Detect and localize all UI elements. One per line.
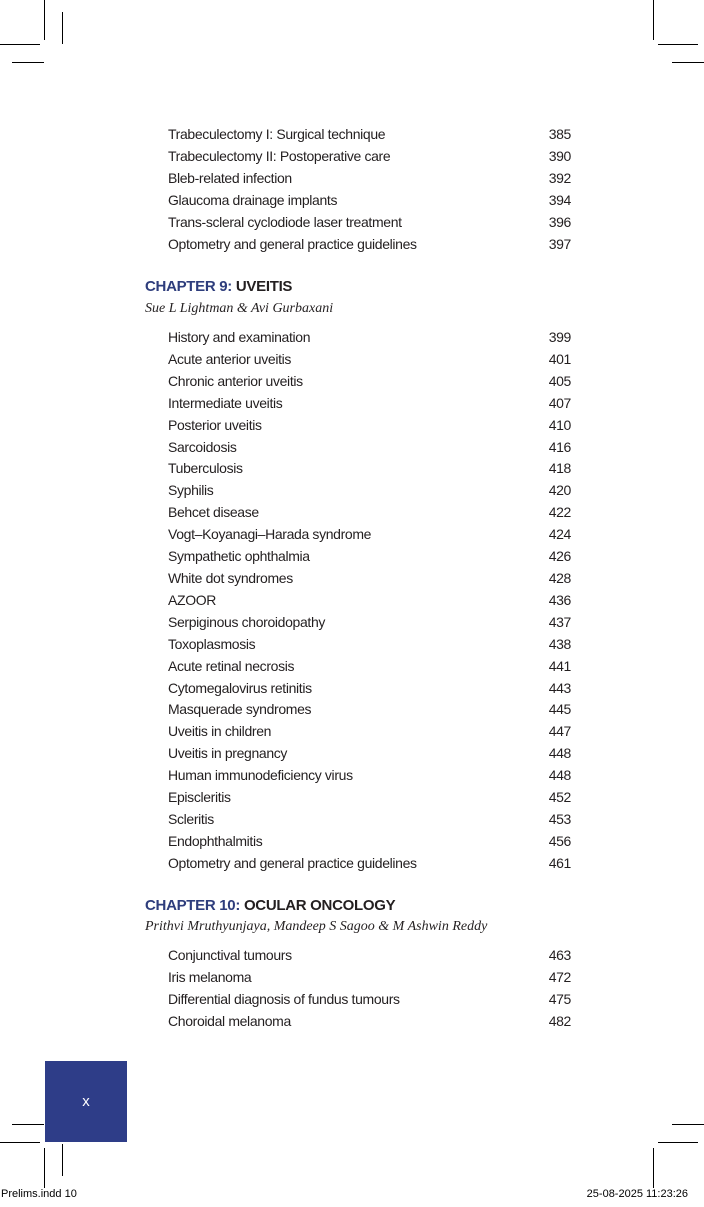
- toc-entry-page: 438: [548, 635, 571, 652]
- toc-entry[interactable]: [168, 743, 571, 765]
- toc-entry-title: Conjunctival tumours: [168, 947, 292, 963]
- slug-file: Prelims.indd 10: [1, 1188, 77, 1200]
- toc-entry-title: Tuberculosis: [168, 460, 243, 477]
- crop-mark: [672, 1124, 704, 1125]
- toc-entry[interactable]: [168, 168, 571, 190]
- toc-entry-title: Trabeculectomy II: Postoperative care: [168, 147, 391, 164]
- toc-entry-page: 443: [548, 679, 571, 696]
- toc-entry-page: 461: [548, 854, 571, 871]
- toc-entry-page: 482: [548, 1012, 571, 1029]
- toc-list-chapter-9: [168, 327, 571, 875]
- toc-entry-page: 445: [548, 701, 571, 718]
- toc-entry-page: 420: [548, 482, 571, 499]
- toc-entry-title: Serpiginous choroidopathy: [168, 613, 326, 630]
- toc-entry-title: Optometry and general practice guidelines: [168, 854, 417, 871]
- toc-entry-page: 405: [548, 372, 571, 389]
- toc-entry[interactable]: [168, 190, 571, 212]
- toc-entry-page: 397: [548, 235, 571, 252]
- chapter-heading-9: [145, 278, 292, 295]
- toc-entry-title: Syphilis: [168, 482, 214, 499]
- toc-entry[interactable]: [168, 234, 571, 256]
- toc-entry-page: 385: [548, 126, 571, 142]
- toc-entry-page: 396: [548, 213, 571, 230]
- toc-entry-title: Acute retinal necrosis: [168, 657, 295, 674]
- toc-entry[interactable]: [168, 945, 571, 967]
- toc-entry[interactable]: [168, 546, 571, 568]
- toc-entry[interactable]: [168, 967, 571, 989]
- crop-mark: [653, 0, 654, 40]
- chapter-number: CHAPTER 9:: [145, 278, 233, 295]
- toc-entry[interactable]: [168, 853, 571, 875]
- toc-entry-title: Optometry and general practice guidelines: [168, 235, 417, 252]
- toc-entry-title: Behcet disease: [168, 504, 259, 521]
- toc-entry-title: Episcleritis: [168, 789, 231, 806]
- toc-entry-page: 453: [548, 810, 571, 827]
- toc-entry-page: 426: [548, 548, 571, 565]
- toc-entry[interactable]: [168, 831, 571, 853]
- toc-entry[interactable]: [168, 656, 571, 678]
- crop-mark: [62, 12, 63, 44]
- toc-entry-title: Sarcoidosis: [168, 438, 237, 455]
- toc-entry-title: Trabeculectomy I: Surgical technique: [168, 126, 386, 142]
- toc-entry[interactable]: [168, 146, 571, 168]
- toc-entry[interactable]: [168, 787, 571, 809]
- toc-entry-title: Acute anterior uveitis: [168, 350, 292, 367]
- crop-mark: [44, 1148, 45, 1188]
- toc-entry-title: Differential diagnosis of fundus tumours: [168, 990, 400, 1007]
- toc-entry-page: 394: [548, 191, 571, 208]
- chapter-number: CHAPTER 10:: [145, 897, 241, 914]
- toc-entry-title: Uveitis in pregnancy: [168, 745, 288, 762]
- toc-entry-title: Choroidal melanoma: [168, 1012, 291, 1029]
- toc-entry-page: 410: [548, 416, 571, 433]
- toc-entry[interactable]: [168, 437, 571, 459]
- page-number: x: [82, 1093, 90, 1110]
- toc-entry-title: Toxoplasmosis: [168, 635, 256, 652]
- toc-list-chapter-10: [168, 945, 571, 1033]
- toc-entry-title: Cytomegalovirus retinitis: [168, 679, 312, 696]
- toc-entry-title: Trans-scleral cyclodiode laser treatment: [168, 213, 402, 230]
- crop-mark: [62, 1144, 63, 1176]
- toc-entry[interactable]: [168, 612, 571, 634]
- toc-entry-title: AZOOR: [168, 591, 217, 608]
- toc-entry[interactable]: [168, 371, 571, 393]
- toc-entry[interactable]: [168, 721, 571, 743]
- toc-entry-page: 448: [548, 767, 571, 784]
- toc-entry[interactable]: [168, 989, 571, 1011]
- crop-mark: [658, 44, 698, 45]
- toc-entry[interactable]: [168, 524, 571, 546]
- toc-entry-page: 407: [548, 394, 571, 411]
- crop-mark: [12, 1124, 44, 1125]
- chapter-authors: Prithvi Mruthyunjaya, Mandeep S Sagoo & M Ashwin Reddy: [145, 919, 488, 934]
- toc-entry-page: 416: [548, 438, 571, 455]
- chapter-heading-10: [145, 897, 395, 914]
- toc-list-previous-chapter: [168, 124, 571, 255]
- toc-entry-title: Bleb-related infection: [168, 169, 292, 186]
- toc-entry-title: Posterior uveitis: [168, 416, 262, 433]
- chapter-name: UVEITIS: [235, 278, 293, 295]
- toc-entry-title: Glaucoma drainage implants: [168, 191, 338, 208]
- slug-timestamp: 25-08-2025 11:23:26: [586, 1188, 688, 1200]
- toc-entry-title: Human immunodeficiency virus: [168, 767, 353, 784]
- crop-mark: [653, 1148, 654, 1188]
- toc-entry[interactable]: [168, 634, 571, 656]
- toc-entry[interactable]: [168, 765, 571, 787]
- toc-entry-page: 392: [548, 169, 571, 186]
- toc-entry-page: 418: [548, 460, 571, 477]
- toc-entry[interactable]: [168, 212, 571, 234]
- toc-entry-title: Sympathetic ophthalmia: [168, 548, 310, 565]
- toc-entry-title: Endophthalmitis: [168, 832, 263, 849]
- toc-entry[interactable]: [168, 393, 571, 415]
- toc-entry-page: 401: [548, 350, 571, 367]
- crop-mark: [658, 1142, 698, 1143]
- crop-mark: [0, 1142, 40, 1143]
- toc-entry[interactable]: [168, 809, 571, 831]
- toc-entry[interactable]: [168, 678, 571, 700]
- toc-entry-page: 475: [548, 990, 571, 1007]
- page-number-tab: [45, 1061, 127, 1142]
- crop-mark: [672, 62, 704, 63]
- toc-entry-page: 422: [548, 504, 571, 521]
- toc-entry-title: Uveitis in children: [168, 723, 272, 740]
- toc-entry-page: 437: [548, 613, 571, 630]
- toc-entry-title: Chronic anterior uveitis: [168, 372, 303, 389]
- chapter-name: OCULAR ONCOLOGY: [243, 897, 396, 914]
- toc-entry-title: Scleritis: [168, 810, 214, 827]
- toc-entry[interactable]: [168, 327, 571, 349]
- toc-entry-title: Masquerade syndromes: [168, 701, 312, 718]
- toc-entry-page: 472: [548, 968, 571, 985]
- toc-entry[interactable]: [168, 590, 571, 612]
- toc-entry-title: White dot syndromes: [168, 569, 293, 586]
- toc-entry-page: 424: [548, 526, 571, 543]
- toc-entry-title: Iris melanoma: [168, 968, 252, 985]
- chapter-authors: Sue L Lightman & Avi Gurbaxani: [145, 301, 334, 316]
- toc-entry-page: 441: [548, 657, 571, 674]
- toc-entry[interactable]: [168, 349, 571, 371]
- toc-entry-page: 452: [548, 789, 571, 806]
- toc-entry[interactable]: [168, 1011, 571, 1033]
- toc-entry-title: Vogt–Koyanagi–Harada syndrome: [168, 526, 372, 543]
- toc-entry[interactable]: [168, 480, 571, 502]
- toc-entry-page: 399: [548, 329, 571, 345]
- toc-entry[interactable]: [168, 124, 571, 146]
- toc-entry[interactable]: [168, 568, 571, 590]
- toc-entry-page: 390: [548, 147, 571, 164]
- crop-mark: [0, 44, 40, 45]
- toc-entry[interactable]: [168, 458, 571, 480]
- toc-entry-page: 447: [548, 723, 571, 740]
- toc-entry-page: 456: [548, 832, 571, 849]
- toc-entry[interactable]: [168, 415, 571, 437]
- toc-entry[interactable]: [168, 699, 571, 721]
- toc-entry-page: 463: [548, 947, 571, 963]
- toc-entry-page: 448: [548, 745, 571, 762]
- crop-mark: [12, 62, 44, 63]
- toc-entry[interactable]: [168, 502, 571, 524]
- toc-entry-title: Intermediate uveitis: [168, 394, 283, 411]
- toc-entry-page: 436: [548, 591, 571, 608]
- toc-entry-page: 428: [548, 569, 571, 586]
- crop-mark: [44, 0, 45, 40]
- toc-entry-title: History and examination: [168, 329, 311, 345]
